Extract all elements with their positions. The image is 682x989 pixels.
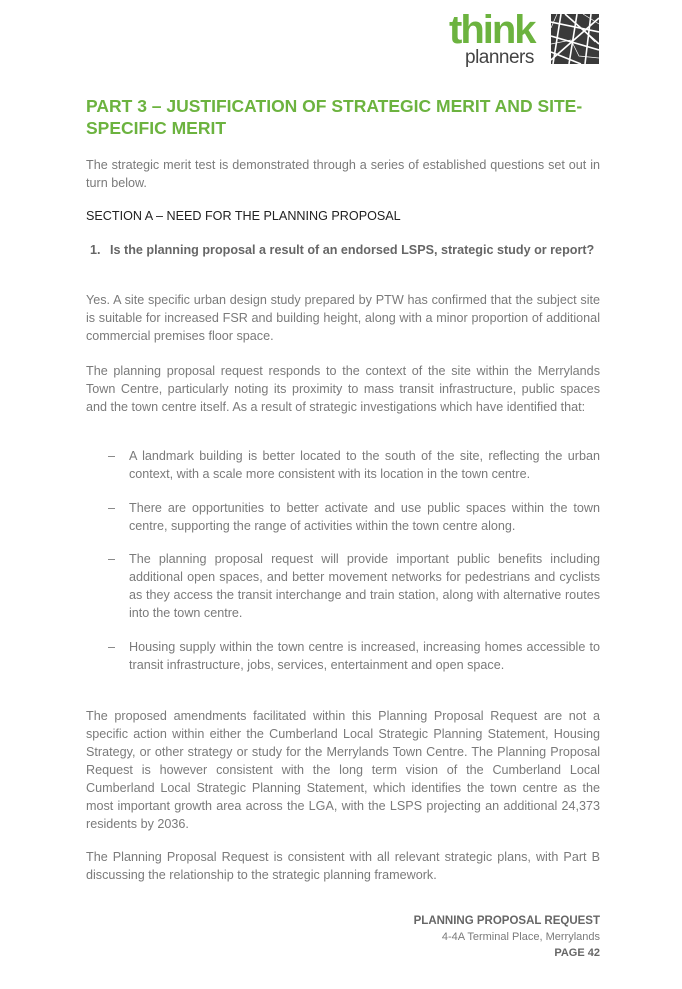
context-paragraph: The planning proposal request responds to the context of the site within the Merrylands Town Centre, particularly noting its proximity to mass transit infrastructure, public spaces and the town centre itself. As a result of strategic investigations which have identified that: xyxy=(86,364,600,414)
amendments-paragraph: The proposed amendments facilitated within this Planning Proposal Request are not a specific action within either the Cumberland Local Strategic Planning Statement, Housing Strategy, or other strategy or study for the Merrylands Town Centre. The Planning Proposal Request is however consistent with the long term vision of the Cumberland Local Cumberland Local Strategic Planning Statement, which identifies the town centre as the most important growth area across the LGA, with the LSPS projecting an additional 24,373 residents by 2036. xyxy=(86,709,600,831)
list-item: – There are opportunities to better activate and use public spaces within the town centre, supporting the range of activities within the town centre along. xyxy=(108,501,600,533)
question-text: Is the planning proposal a result of an endorsed LSPS, strategic study or report? xyxy=(110,243,595,257)
answer-paragraph: Yes. A site specific urban design study prepared by PTW has confirmed that the subject site is suitable for increased FSR and building height, along with a minor proportion of additional commercial premises floor space. xyxy=(86,293,600,343)
page-footer xyxy=(414,913,600,961)
list-item: – Housing supply within the town centre is increased, increasing homes accessible to transit infrastructure, jobs, services, entertainment and open space. xyxy=(108,640,600,672)
list-item: – The planning proposal request will provide important public benefits including additional open spaces, and better movement networks for pedestrians and cyclists as they access the transit interchange and train station, along with alternative routes into the town centre. xyxy=(108,552,600,620)
consistency-paragraph: The Planning Proposal Request is consistent with all relevant strategic plans, with Part B discussing the relationship to the strategic planning framework. xyxy=(86,850,600,882)
page-heading: PART 3 – JUSTIFICATION OF STRATEGIC MERIT AND SITE-SPECIFIC MERIT xyxy=(86,96,583,138)
list-item-text: A landmark building is better located to the south of the site, reflecting the urban context, with a scale more consistent with its location in the town centre. xyxy=(129,449,600,481)
list-item-text: The planning proposal request will provide important public benefits including additional open spaces, and better movement networks for pedestrians and cyclists as they access the transit interchange and train station, along with alternative routes into the town centre. xyxy=(129,552,600,620)
logo-planners-text: planners xyxy=(465,47,534,68)
list-item-text: There are opportunities to better activate and use public spaces within the town centre, supporting the range of activities within the town centre along. xyxy=(129,501,600,533)
list-item-text: Housing supply within the town centre is increased, increasing homes accessible to transit infrastructure, jobs, services, entertainment and open space. xyxy=(129,640,600,672)
think-planners-logo xyxy=(449,8,599,70)
footer-title: PLANNING PROPOSAL REQUEST xyxy=(413,915,600,927)
street-map-icon xyxy=(551,14,599,64)
intro-paragraph: The strategic merit test is demonstrated through a series of established questions set out in turn below. xyxy=(86,158,600,190)
page-number: PAGE 42 xyxy=(554,947,600,959)
footer-address: 4-4A Terminal Place, Merrylands xyxy=(441,931,600,943)
section-title: SECTION A – NEED FOR THE PLANNING PROPOSAL xyxy=(86,209,401,223)
logo-think-text: think xyxy=(449,8,535,52)
list-item: – A landmark building is better located to the south of the site, reflecting the urban context, with a scale more consistent with its location in the town centre. xyxy=(108,449,600,481)
question-1 xyxy=(90,241,600,260)
question-number: 1. xyxy=(90,243,101,257)
